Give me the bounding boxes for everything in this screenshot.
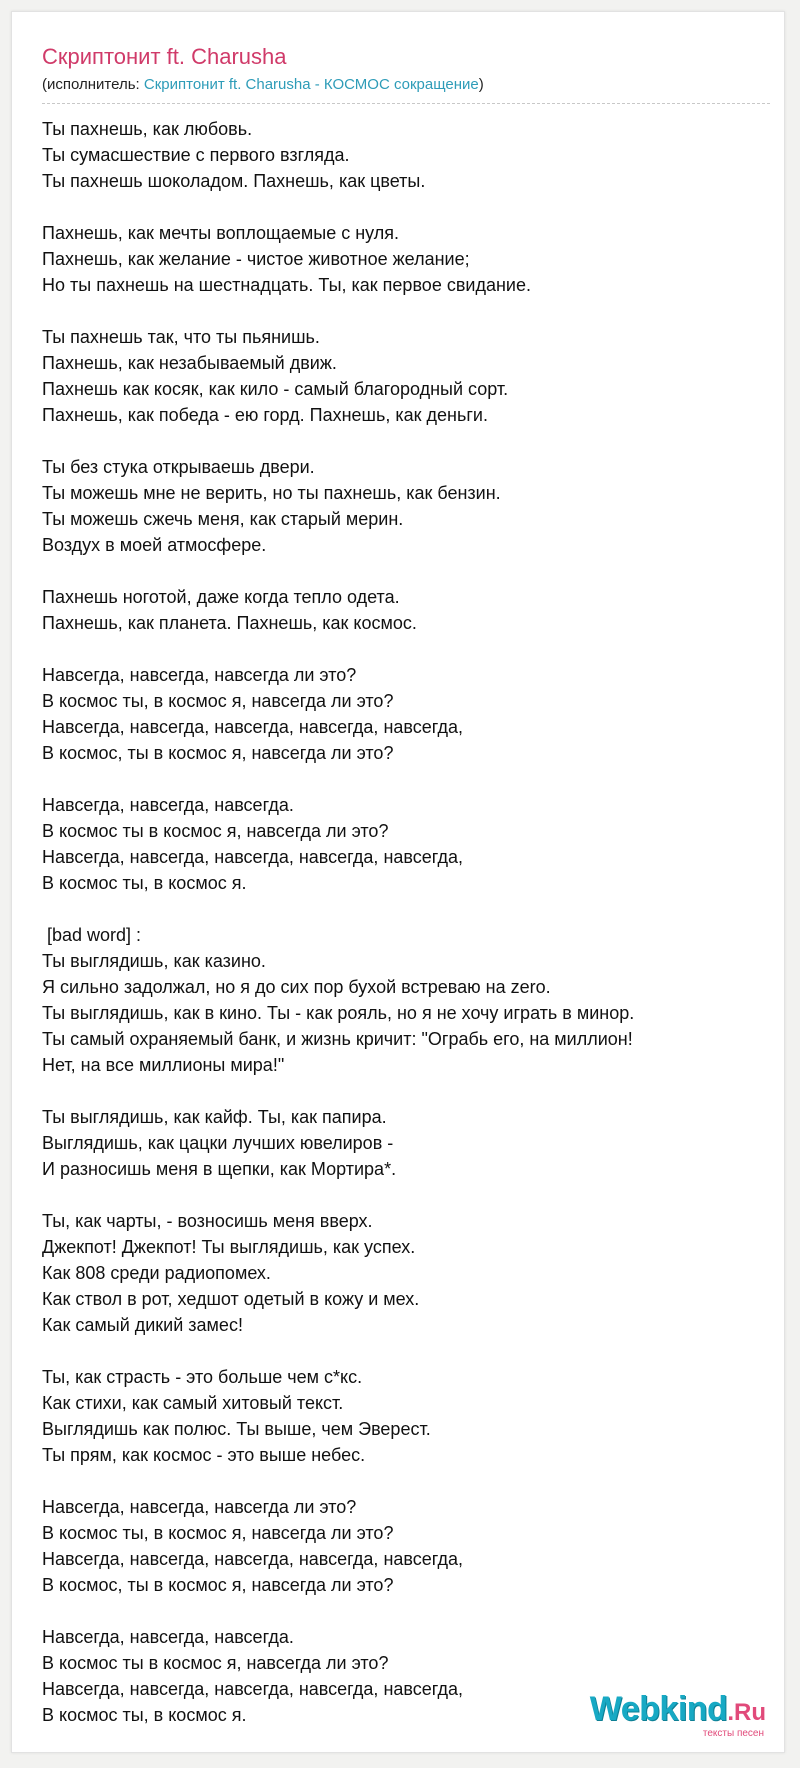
lyrics-line: Ты пахнешь, как любовь.	[42, 119, 253, 139]
lyrics-line: Навсегда, навсегда, навсегда, навсегда, навсегда,	[42, 1679, 464, 1699]
lyrics-line: Ты, как чарты, - возносишь меня вверх.	[42, 1211, 373, 1231]
lyrics-line: Пахнешь как косяк, как кило - самый благородный сорт.	[42, 379, 509, 399]
webkind-logo[interactable]	[566, 1692, 766, 1738]
lyrics-line: Ты можешь сжечь меня, как старый мерин.	[42, 509, 404, 529]
lyrics-stanza	[42, 1104, 782, 1182]
lyrics-line: И разносишь меня в щепки, как Мортира*.	[42, 1159, 397, 1179]
lyrics-line: Ты выглядишь, как казино.	[42, 951, 266, 971]
lyrics-line: Пахнешь ноготой, даже когда тепло одета.	[42, 587, 400, 607]
lyrics-line: Ты сумасшествие с первого взгляда.	[42, 145, 350, 165]
lyrics-line: Нет, на все миллионы мира!"	[42, 1055, 285, 1075]
performer-prefix: (исполнитель:	[42, 76, 144, 93]
lyrics-line: Навсегда, навсегда, навсегда ли это?	[42, 665, 357, 685]
lyrics-line: Пахнешь, как победа - ею горд. Пахнешь, как деньги.	[42, 405, 488, 425]
performer-link[interactable]: Скриптонит ft. Charusha - КОСМОС сокращение	[143, 76, 479, 93]
lyrics-line: Но ты пахнешь на шестнадцать. Ты, как первое свидание.	[42, 275, 531, 295]
lyrics-stanza	[42, 1208, 782, 1338]
lyrics-line: Пахнешь, как незабываемый движ.	[42, 353, 337, 373]
lyrics-line: Воздух в моей атмосфере.	[42, 535, 267, 555]
lyrics-line: Ты выглядишь, как кайф. Ты, как папира.	[42, 1107, 387, 1127]
lyrics-line: Пахнешь, как планета. Пахнешь, как космос.	[42, 613, 417, 633]
lyrics-line: Навсегда, навсегда, навсегда, навсегда, навсегда,	[42, 717, 464, 737]
performer-suffix: )	[478, 76, 484, 93]
lyrics-line: Пахнешь, как мечты воплощаемые с нуля.	[42, 223, 400, 243]
lyrics-line: Навсегда, навсегда, навсегда.	[42, 1627, 294, 1647]
lyrics-line: Навсегда, навсегда, навсегда, навсегда, навсегда,	[42, 1549, 464, 1569]
logo-main-text: Webkind	[589, 1690, 728, 1728]
lyrics-stanza	[42, 116, 782, 194]
lyrics-line: Ты пахнешь так, что ты пьянишь.	[42, 327, 320, 347]
lyrics-line: В космос, ты в космос я, навсегда ли это?	[42, 743, 394, 763]
song-title: Скриптонит ft. Charusha	[42, 44, 287, 69]
lyrics-line: Как стихи, как самый хитовый текст.	[42, 1393, 344, 1413]
lyrics-stanza	[42, 662, 782, 766]
lyrics-line: Как самый дикий замес!	[42, 1315, 243, 1335]
lyrics-stanza	[42, 220, 782, 298]
lyrics-line: Ты можешь мне не верить, но ты пахнешь, как бензин.	[42, 483, 501, 503]
lyrics-stanza	[42, 792, 782, 896]
lyrics-line: В космос ты, в космос я.	[42, 873, 247, 893]
lyrics-line: Как ствол в рот, хедшот одетый в кожу и мех.	[42, 1289, 420, 1309]
lyrics-stanza	[42, 1364, 782, 1468]
lyrics-card	[11, 11, 785, 1753]
lyrics-body	[42, 116, 782, 1754]
lyrics-line: Выглядишь как полюс. Ты выше, чем Эверест.	[42, 1419, 431, 1439]
logo-suffix-text: .Ru	[727, 1699, 766, 1726]
lyrics-line: В космос ты, в космос я, навсегда ли это?	[42, 691, 394, 711]
lyrics-line: В космос, ты в космос я, навсегда ли это?	[42, 1575, 394, 1595]
lyrics-line: Навсегда, навсегда, навсегда, навсегда, навсегда,	[42, 847, 464, 867]
lyrics-stanza	[42, 1494, 782, 1598]
lyrics-line: Ты пахнешь шоколадом. Пахнешь, как цветы.	[42, 171, 426, 191]
lyrics-stanza	[42, 922, 782, 1078]
lyrics-line: Ты самый охраняемый банк, и жизнь кричит: "Ограбь его, на миллион!	[42, 1029, 633, 1049]
lyrics-line: Навсегда, навсегда, навсегда ли это?	[42, 1497, 357, 1517]
header-divider	[42, 103, 770, 104]
lyrics-line: Ты без стука открываешь двери.	[42, 457, 315, 477]
lyrics-line: Я сильно задолжал, но я до сих пор бухой встреваю на zero.	[42, 977, 551, 997]
performer-line	[42, 76, 484, 93]
lyrics-line: Навсегда, навсегда, навсегда.	[42, 795, 294, 815]
lyrics-stanza	[42, 454, 782, 558]
lyrics-line: Ты прям, как космос - это выше небес.	[42, 1445, 366, 1465]
lyrics-line: В космос ты, в космос я, навсегда ли это?	[42, 1523, 394, 1543]
lyrics-stanza	[42, 324, 782, 428]
lyrics-line: Пахнешь, как желание - чистое животное желание;	[42, 249, 470, 269]
lyrics-line: Ты, как страсть - это больше чем с*кс.	[42, 1367, 363, 1387]
lyrics-line: Выглядишь, как цацки лучших ювелиров -	[42, 1133, 394, 1153]
lyrics-line: Ты выглядишь, как в кино. Ты - как рояль, но я не хочу играть в минор.	[42, 1003, 635, 1023]
logo-tagline: тексты песен	[702, 1728, 764, 1739]
lyrics-line: В космос ты, в космос я.	[42, 1705, 247, 1725]
lyrics-line: В космос ты в космос я, навсегда ли это?	[42, 1653, 389, 1673]
lyrics-line: Джекпот! Джекпот! Ты выглядишь, как успех.	[42, 1237, 416, 1257]
lyrics-stanza	[42, 584, 782, 636]
lyrics-line: Как 808 среди радиопомех.	[42, 1263, 271, 1283]
lyrics-line: В космос ты в космос я, навсегда ли это?	[42, 821, 389, 841]
lyrics-line: [bad word] :	[42, 925, 142, 945]
